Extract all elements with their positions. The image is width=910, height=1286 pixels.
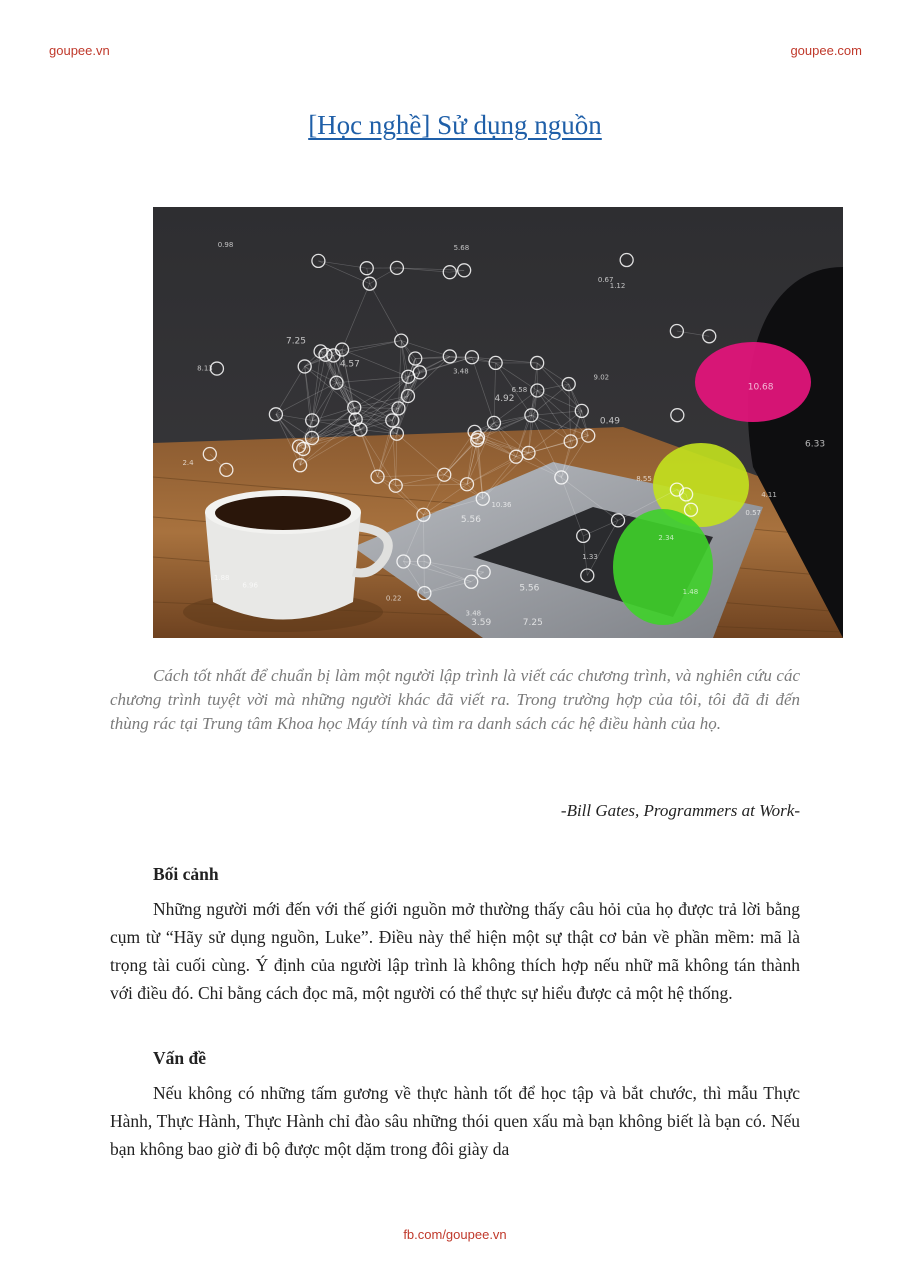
hero-illustration: [153, 207, 843, 638]
network-number-label: 1.33: [582, 553, 598, 562]
network-number-label: 1.48: [682, 588, 699, 597]
network-number-label: 6.58: [511, 385, 528, 394]
network-number-label: 3.48: [453, 367, 469, 376]
network-number-label: 5.68: [453, 243, 470, 252]
green-shape: [613, 509, 713, 625]
network-number-label: 5.56: [519, 583, 540, 594]
network-number-label: 3.48: [465, 609, 482, 618]
header-site-right[interactable]: goupee.com: [790, 43, 862, 58]
network-number-label: 4.57: [339, 359, 360, 370]
section-body-problem: Nếu không có những tấm gương về thực hành tốt để học tập và bắt chước, thì mẫu Thực Hành, Thực Hành, Thực Hành chỉ đào sâu những thói quen xấu mà bạn không biết là bạn có. Nếu bạn không bao giờ đi bộ được một dặm trong đôi giày da: [110, 1083, 800, 1159]
page-title[interactable]: [Học nghề] Sử dụng nguồn: [308, 110, 602, 140]
network-number-label: 6.96: [242, 581, 258, 590]
section-heading-problem: Vấn đề: [153, 1048, 206, 1068]
network-number-label: 2.4: [182, 459, 194, 468]
header-site-left[interactable]: goupee.vn: [49, 43, 110, 58]
hero-image: [153, 207, 843, 638]
network-number-label: 7.25: [522, 617, 543, 628]
network-number-label: 3.59: [471, 618, 492, 629]
network-number-label: 10.68: [747, 382, 774, 393]
network-number-label: 0.67: [597, 276, 614, 285]
network-number-label: 4.11: [761, 490, 777, 499]
network-number-label: 0.49: [599, 416, 620, 427]
network-number-label: 1.12: [609, 282, 626, 291]
quote-attribution: -Bill Gates, Programmers at Work-: [560, 801, 800, 820]
quote-text: Cách tốt nhất để chuẩn bị làm một người lập trình là viết các chương trình, và nghiên cứu các chương trình tuyệt vời mà những người khác đã viết ra. Trong trường hợp của tôi, tôi đã đi đến thùng rác tại Trung tâm Khoa học Máy tính và tìm ra danh sách các hệ điều hành của họ.: [110, 666, 800, 733]
network-number-label: 5.56: [460, 514, 481, 525]
section-body-context: Những người mới đến với thế giới nguồn mở thường thấy câu hỏi của họ được trả lời bằng cụm từ “Hãy sử dụng nguồn, Luke”. Điều này thể hiện một sự thật cơ bản về phần mềm: mã là trọng tài cuối cùng. Ý định của người lập trình là không thích hợp nếu nhữ mã không tán thành với điều đó. Chỉ bằng cách đọc mã, một người có thể thực sự hiểu được cả một hệ thống.: [110, 899, 800, 1003]
network-number-label: 8.55: [636, 475, 652, 484]
network-number-label: 0.98: [217, 241, 234, 250]
network-number-label: 0.22: [385, 594, 402, 603]
network-number-label: 7.25: [285, 336, 307, 347]
network-number-label: 6.33: [805, 439, 826, 450]
network-number-label: 9.02: [593, 373, 610, 382]
network-number-label: 10.36: [491, 501, 512, 510]
network-number-label: 1.88: [213, 574, 230, 583]
network-number-label: 8.13: [197, 364, 213, 373]
section-heading-context: Bối cảnh: [153, 864, 219, 884]
network-number-label: 4.92: [494, 394, 515, 405]
network-number-label: 2.34: [658, 533, 675, 542]
footer-link[interactable]: fb.com/goupee.vn: [403, 1227, 507, 1242]
network-number-label: 0.57: [745, 508, 761, 517]
